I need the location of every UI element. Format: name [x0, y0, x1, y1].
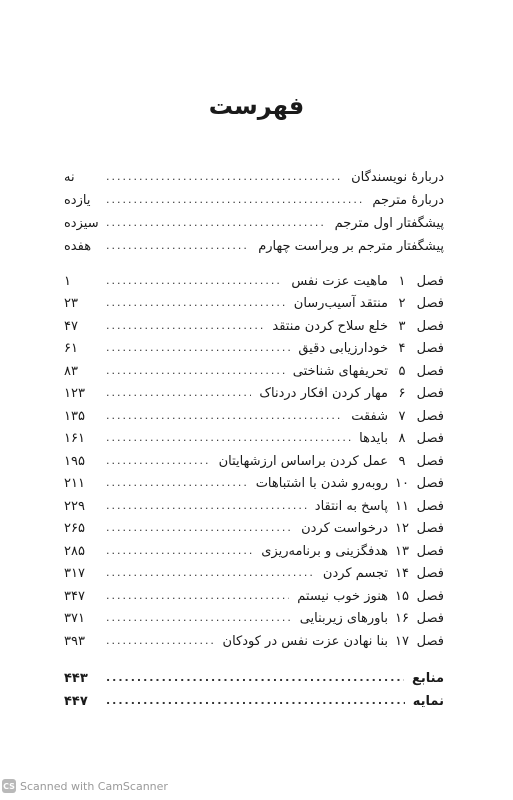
- chapter-entry: [64, 495, 444, 517]
- chapter-page: ۲۱۱: [64, 475, 85, 491]
- leader-dots: [106, 694, 405, 708]
- watermark-text: Scanned with CamScanner: [20, 779, 168, 793]
- chapter-title: بنا نهادن عزت نفس در کودکان: [222, 633, 388, 649]
- chapter-number: ۲: [398, 295, 406, 311]
- chapter-label: فصل: [416, 295, 444, 311]
- entry-page: ۴۴۳: [64, 670, 88, 686]
- leader-dots: [106, 454, 211, 468]
- chapter-label: فصل: [416, 520, 444, 536]
- leader-dots: [106, 296, 286, 310]
- chapter-entry: [64, 585, 444, 607]
- chapter-title: خودارزیابی دقیق: [298, 340, 388, 356]
- chapter-number: ۱۶: [395, 610, 409, 626]
- chapter-number: ۱۳: [395, 543, 409, 559]
- chapter-number: ۱۰: [395, 475, 409, 491]
- leader-dots: [106, 409, 343, 423]
- leader-dots: [106, 274, 283, 288]
- chapter-label: فصل: [416, 453, 444, 469]
- leader-dots: [106, 671, 404, 685]
- chapter-title: مهار کردن افکار دردناک: [259, 385, 388, 401]
- chapter-title: عمل کردن براساس ارزشهایتان: [218, 453, 388, 469]
- leader-dots: [106, 589, 289, 603]
- chapter-number: ۸: [398, 430, 406, 446]
- chapter-page: ۱: [64, 273, 71, 289]
- chapter-title: بایدها: [359, 430, 388, 446]
- chapter-page: ۲۳: [64, 295, 78, 311]
- chapter-entry: [64, 337, 444, 359]
- chapter-entry: [64, 630, 444, 652]
- leader-dots: [106, 431, 351, 445]
- page-title: فهرست: [208, 92, 305, 120]
- chapter-page: ۱۲۳: [64, 385, 85, 401]
- chapter-page: ۴۷: [64, 318, 78, 334]
- chapter-number: ۹: [398, 453, 406, 469]
- chapter-number: ۳: [398, 318, 406, 334]
- chapter-label: فصل: [416, 565, 444, 581]
- toc-entry: [64, 667, 444, 689]
- leader-dots: [106, 476, 248, 490]
- leader-dots: [106, 319, 264, 333]
- leader-dots: [106, 193, 364, 207]
- chapter-page: ۱۳۵: [64, 408, 85, 424]
- chapter-label: فصل: [416, 498, 444, 514]
- entry-title: پیشگفتار مترجم بر ویراست چهارم: [258, 238, 444, 254]
- toc-entry: [64, 212, 444, 234]
- chapter-page: ۸۳: [64, 363, 78, 379]
- leader-dots: [106, 634, 215, 648]
- leader-dots: [106, 341, 290, 355]
- chapter-page: ۳۴۷: [64, 588, 85, 604]
- toc-entry: [64, 189, 444, 211]
- chapter-entry: [64, 450, 444, 472]
- chapter-page: ۱۹۵: [64, 453, 85, 469]
- chapter-label: فصل: [416, 408, 444, 424]
- leader-dots: [106, 170, 343, 184]
- leader-dots: [106, 239, 250, 253]
- chapter-entry: [64, 562, 444, 584]
- entry-title: منابع: [412, 670, 444, 686]
- chapter-page: ۶۱: [64, 340, 78, 356]
- chapter-entry: [64, 315, 444, 337]
- leader-dots: [106, 216, 327, 230]
- toc-entry: [64, 235, 444, 257]
- entry-title: دربارهٔ مترجم: [372, 192, 444, 208]
- chapter-page: ۳۱۷: [64, 565, 85, 581]
- leader-dots: [106, 364, 285, 378]
- leader-dots: [106, 566, 315, 580]
- chapter-entry: [64, 427, 444, 449]
- chapter-title: هنوز خوب نیستم: [297, 588, 388, 604]
- chapter-title: ماهیت عزت نفس: [291, 273, 388, 289]
- chapter-label: فصل: [416, 385, 444, 401]
- chapter-label: فصل: [416, 543, 444, 559]
- chapter-label: فصل: [416, 273, 444, 289]
- chapter-page: ۳۹۳: [64, 633, 85, 649]
- chapter-page: ۲۶۵: [64, 520, 85, 536]
- chapter-title: منتقد آسیب‌رسان: [293, 295, 388, 311]
- chapter-page: ۳۷۱: [64, 610, 85, 626]
- chapter-page: ۲۲۹: [64, 498, 85, 514]
- entry-title: پیشگفتار اول مترجم: [334, 215, 444, 231]
- entry-page: یازده: [64, 192, 91, 208]
- toc-entry: [64, 690, 444, 712]
- chapter-entry: [64, 517, 444, 539]
- chapter-title: هدفگزینی و برنامه‌ریزی: [261, 543, 388, 559]
- chapter-number: ۱۵: [395, 588, 409, 604]
- chapter-label: فصل: [416, 475, 444, 491]
- chapter-label: فصل: [416, 340, 444, 356]
- chapter-entry: [64, 360, 444, 382]
- toc-entry: [64, 166, 444, 188]
- leader-dots: [106, 499, 307, 513]
- chapter-title: تجسم کردن: [322, 565, 388, 581]
- entry-title: نمایه: [412, 693, 444, 709]
- entry-page: سیزده: [64, 215, 99, 231]
- chapter-title: باورهای زیربنایی: [299, 610, 388, 626]
- leader-dots: [106, 611, 292, 625]
- chapter-number: ۵: [398, 363, 406, 379]
- chapter-title: تحریفهای شناختی: [292, 363, 388, 379]
- chapter-number: ۱: [398, 273, 406, 289]
- chapter-entry: [64, 292, 444, 314]
- chapter-number: ۴: [398, 340, 406, 356]
- entry-page: هفده: [64, 238, 92, 254]
- leader-dots: [106, 521, 293, 535]
- chapter-entry: [64, 382, 444, 404]
- chapter-label: فصل: [416, 588, 444, 604]
- scanner-watermark: [0, 776, 168, 796]
- chapter-title: خلع سلاح کردن منتقد: [272, 318, 388, 334]
- chapter-page: ۱۶۱: [64, 430, 85, 446]
- chapter-number: ۱۴: [395, 565, 409, 581]
- leader-dots: [106, 544, 253, 558]
- chapter-number: ۷: [398, 408, 406, 424]
- chapter-entry: [64, 472, 444, 494]
- entry-page: نه: [64, 169, 75, 185]
- leader-dots: [106, 386, 251, 400]
- chapter-entry: [64, 540, 444, 562]
- chapter-number: ۱۲: [395, 520, 409, 536]
- chapter-entry: [64, 405, 444, 427]
- chapter-label: فصل: [416, 633, 444, 649]
- chapter-title: درخواست کردن: [301, 520, 388, 536]
- chapter-label: فصل: [416, 430, 444, 446]
- chapter-label: فصل: [416, 610, 444, 626]
- chapter-entry: [64, 270, 444, 292]
- chapter-title: پاسخ به انتقاد: [314, 498, 388, 514]
- chapter-number: ۱۷: [395, 633, 409, 649]
- chapter-label: فصل: [416, 318, 444, 334]
- chapter-label: فصل: [416, 363, 444, 379]
- camscanner-logo-icon: CS: [2, 779, 16, 793]
- chapter-title: شفقت: [351, 408, 388, 424]
- chapter-number: ۶: [398, 385, 406, 401]
- chapter-page: ۲۸۵: [64, 543, 85, 559]
- chapter-title: روبه‌رو شدن با اشتباهات: [255, 475, 388, 491]
- chapter-number: ۱۱: [395, 498, 409, 514]
- chapter-entry: [64, 607, 444, 629]
- entry-page: ۴۴۷: [64, 693, 88, 709]
- entry-title: دربارهٔ نویسندگان: [351, 169, 444, 185]
